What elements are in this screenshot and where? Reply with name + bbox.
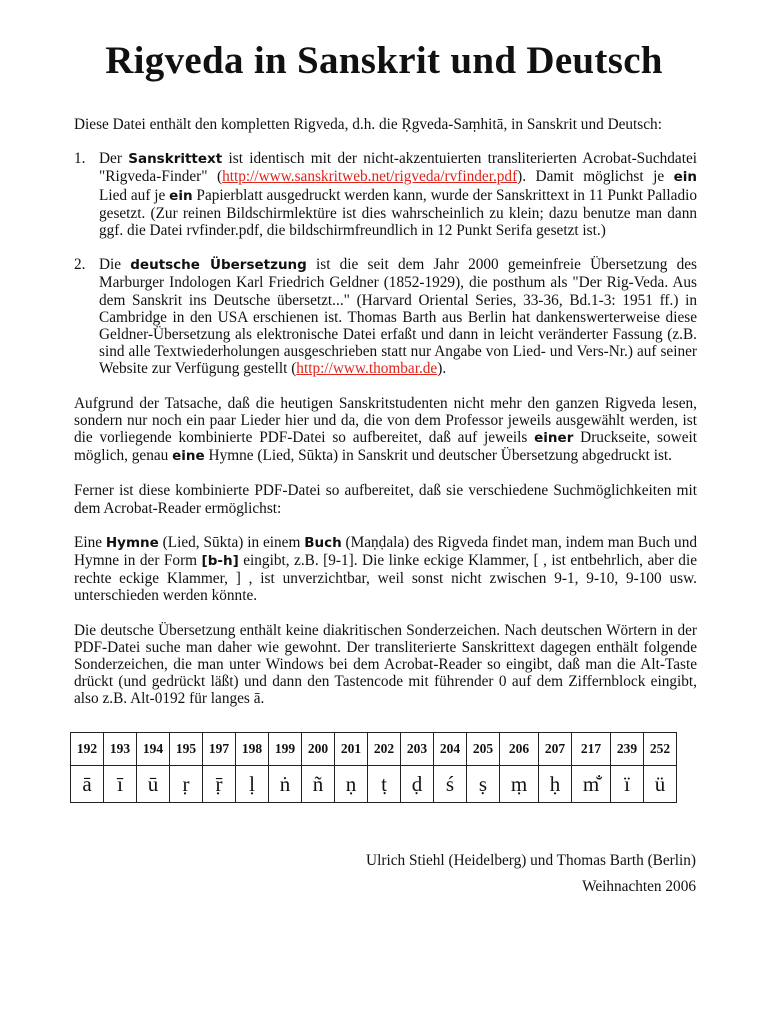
text-run: (Lied, Sūkta) in einem (158, 533, 305, 551)
bold-term: ein (169, 187, 193, 204)
code-cell: 199 (269, 733, 302, 766)
intro-paragraph: Diese Datei enthält den kompletten Rigveda, d.h. die Ṛgveda-Saṃhitā, in Sanskrit und Deutsch: (74, 116, 662, 133)
code-cell: 239 (611, 733, 644, 766)
text-run: Eine (74, 533, 106, 551)
char-cell: ṃ (500, 766, 539, 803)
text-run: ist die seit dem Jahr 2000 gemeinfreie Übersetzung des Marburger Indologen Karl Friedrich Geldner (1852-1929), die posthum als "Der Rig-Veda. Aus dem Sanskrit ins Deutsche übersetzt..." (Harvard Oriental Series, 33-36, Bd.1-3: 1951 ff.) in Cambridge in den USA erschienen ist. Thomas Barth aus Berlin hat dankenswerterweise diese Geldner-Übersetzung als elektronische Datei erfaßt und dann in leicht veränderter Fassung (z.B. sind alle Textwiederholungen ausgeschrieben statt nur Angabe von Lied- und Vers-Nr.) auf seiner Website zur Verfügung gestellt ( (99, 256, 697, 378)
alt-code-table (70, 732, 677, 803)
signature: Ulrich Stiehl (Heidelberg) und Thomas Barth (Berlin) (366, 852, 696, 869)
bold-term: Hymne (105, 534, 159, 551)
thombar-link[interactable]: http://www.thombar.de (296, 360, 438, 378)
text-run: Aufgrund der Tatsache, daß die heutigen Sanskritstudenten nicht mehr den ganzen Rigveda lesen, sondern nur noch ein paar Lieder hier und da, die von dem Professor jeweils ausgewählt werden, ist die vorliegende kombinierte PDF-Datei so aufbereitet, daß auf jeweils (74, 394, 697, 447)
char-cell: ï (611, 766, 644, 803)
paragraph: Ferner ist diese kombinierte PDF-Datei so aufbereitet, daß sie verschiedene Suchmöglichkeiten mit dem Acrobat-Reader ermöglichst: (74, 482, 697, 517)
code-cell: 195 (170, 733, 203, 766)
char-cell: ṅ (269, 766, 302, 803)
char-cell: ṝ (203, 766, 236, 803)
text-run: ist identisch mit der nicht-akzentuierten transliterierten Acrobat-Suchdatei "Rigveda-Finder" ( (99, 150, 697, 186)
text-run: (Maṇḍala) des Rigveda findet man, indem man Buch und Hymne in der Form (74, 533, 697, 570)
bold-term: eine (172, 448, 205, 465)
code-cell: 206 (500, 733, 539, 766)
list-number: 1. (74, 150, 86, 168)
bold-term: deutsche Übersetzung (130, 257, 307, 274)
text-run: eingibt, z.B. [9-1]. Die linke eckige Klammer, [ , ist entbehrlich, aber die rechte eckige Klammer, ] , ist unverzichtbar, weil sonst nicht zwischen 9-1, 9-10, 9-100 usw. unterschieden werden könnte. (74, 552, 697, 605)
bold-term: Buch (304, 534, 342, 551)
code-cell: 205 (467, 733, 500, 766)
text-run: Lied auf je (99, 186, 170, 204)
rvfinder-link[interactable]: http://www.sanskritweb.net/rigveda/rvfinder.pdf (222, 168, 518, 186)
list-item (74, 256, 697, 377)
char-cell: ś (434, 766, 467, 803)
bold-term: [b-h] (201, 553, 239, 570)
char-cell: ṭ (368, 766, 401, 803)
document-body (74, 116, 697, 725)
text-run: Druckseite, soweit möglich, genau (74, 429, 697, 465)
date: Weihnachten 2006 (582, 878, 696, 895)
code-cell: 202 (368, 733, 401, 766)
numbered-list (74, 150, 697, 377)
text-run: Die (99, 256, 131, 274)
char-cell: ü (644, 766, 677, 803)
char-cell: ṣ (467, 766, 500, 803)
char-cell: ā (71, 766, 104, 803)
text-run: Hymne (Lied, Sūkta) in Sanskrit und deutscher Übersetzung abgedruckt ist. (204, 447, 672, 465)
char-cell: ḥ (539, 766, 572, 803)
code-cell: 252 (644, 733, 677, 766)
code-cell: 198 (236, 733, 269, 766)
code-cell: 193 (104, 733, 137, 766)
code-cell: 194 (137, 733, 170, 766)
page-title: Rigveda in Sanskrit und Deutsch (105, 39, 663, 82)
char-row (71, 766, 677, 803)
char-cell: ṇ (335, 766, 368, 803)
char-cell: ī (104, 766, 137, 803)
code-cell: 204 (434, 733, 467, 766)
code-cell: 207 (539, 733, 572, 766)
code-row (71, 733, 677, 766)
list-number: 2. (74, 256, 86, 274)
text-run: ). (437, 360, 447, 378)
char-cell: m̐ (572, 766, 611, 803)
char-cell: ū (137, 766, 170, 803)
paragraph (74, 395, 697, 466)
bold-term: ein (673, 169, 697, 186)
code-cell: 217 (572, 733, 611, 766)
code-cell: 197 (203, 733, 236, 766)
code-cell: 201 (335, 733, 368, 766)
text-run: ). Damit möglichst je (517, 168, 674, 186)
bold-term: einer (534, 430, 574, 447)
bold-term: Sanskrittext (128, 151, 223, 168)
paragraph: Die deutsche Übersetzung enthält keine diakritischen Sonderzeichen. Nach deutschen Wörtern in der PDF-Datei suche man daher wie gewohnt. Der transliterierte Sanskrittext dagegen enthält folgende Sonderzeichen, die man unter Windows bei dem Acrobat-Reader so eingibt, daß man die Alt-Taste drückt (und gedrückt läßt) und dann den Tastencode mit führender 0 auf dem Ziffernblock eingibt, also z.B. Alt-0192 für langes ā. (74, 621, 697, 708)
list-item (74, 150, 697, 239)
text-run: Der (99, 150, 129, 168)
char-cell: ñ (302, 766, 335, 803)
paragraph (74, 534, 697, 605)
char-cell: ḷ (236, 766, 269, 803)
char-cell: ṛ (170, 766, 203, 803)
text-run: Papierblatt ausgedruckt werden kann, wurde der Sanskrittext in 11 Punkt Palladio gesetzt. (Zur reinen Bildschirmlektüre ist dies wahrscheinlich zu klein; dazu benutze man dann ggf. die Datei rvfinder.pdf, die bildschirmfreundlich in 12 Punkt Serifa gesetzt ist.) (99, 186, 698, 240)
code-cell: 192 (71, 733, 104, 766)
char-cell: ḍ (401, 766, 434, 803)
code-cell: 200 (302, 733, 335, 766)
code-cell: 203 (401, 733, 434, 766)
